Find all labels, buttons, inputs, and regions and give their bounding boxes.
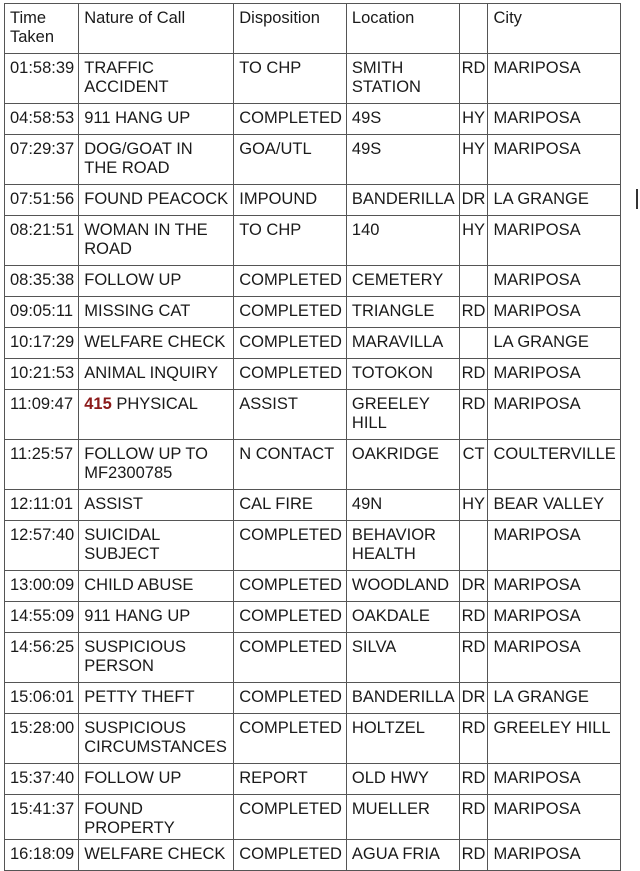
- call-log-table: [4, 3, 621, 871]
- cell-nature: FOUND PROPERTY: [79, 795, 234, 840]
- cell-location: 49N: [346, 490, 459, 521]
- cell-suffix: RD: [459, 714, 488, 764]
- cell-disposition: COMPLETED: [234, 266, 347, 297]
- cell-nature: ASSIST: [79, 490, 234, 521]
- cell-disposition: COMPLETED: [234, 359, 347, 390]
- cell-time: 12:57:40: [5, 521, 79, 571]
- cell-location: HOLTZEL: [346, 714, 459, 764]
- cell-time: 09:05:11: [5, 297, 79, 328]
- table-row: [5, 297, 621, 328]
- cell-time: 08:21:51: [5, 216, 79, 266]
- cell-nature: [79, 390, 234, 440]
- cell-location: MUELLER: [346, 795, 459, 840]
- table-row: [5, 216, 621, 266]
- cell-city: MARIPOSA: [488, 216, 620, 266]
- cell-location: OAKRIDGE: [346, 440, 459, 490]
- cell-disposition: REPORT: [234, 764, 347, 795]
- cell-time: 14:56:25: [5, 633, 79, 683]
- cell-time: 15:06:01: [5, 683, 79, 714]
- cell-nature: WELFARE CHECK: [79, 840, 234, 871]
- cell-suffix: RD: [459, 54, 488, 104]
- table-row: [5, 571, 621, 602]
- cell-time: 01:58:39: [5, 54, 79, 104]
- cell-time: 10:17:29: [5, 328, 79, 359]
- cell-location: WOODLAND: [346, 571, 459, 602]
- cell-disposition: IMPOUND: [234, 185, 347, 216]
- cell-city: MARIPOSA: [488, 266, 620, 297]
- cell-suffix: RD: [459, 840, 488, 871]
- cell-city: MARIPOSA: [488, 602, 620, 633]
- header-location: Location: [346, 4, 459, 54]
- cell-city: MARIPOSA: [488, 135, 620, 185]
- cell-city: MARIPOSA: [488, 764, 620, 795]
- cell-disposition: TO CHP: [234, 216, 347, 266]
- cell-suffix: HY: [459, 104, 488, 135]
- cell-time: 11:09:47: [5, 390, 79, 440]
- cell-nature: SUSPICIOUS CIRCUMSTANCES: [79, 714, 234, 764]
- cell-suffix: HY: [459, 490, 488, 521]
- cell-location: GREELEY HILL: [346, 390, 459, 440]
- table-row: [5, 328, 621, 359]
- cell-nature: TRAFFIC ACCIDENT: [79, 54, 234, 104]
- cell-location: 49S: [346, 135, 459, 185]
- cell-location: 49S: [346, 104, 459, 135]
- cell-location: CEMETERY: [346, 266, 459, 297]
- edge-mark: [636, 189, 638, 209]
- table-row: [5, 840, 621, 871]
- cell-disposition: COMPLETED: [234, 571, 347, 602]
- cell-time: 16:18:09: [5, 840, 79, 871]
- table-row: [5, 104, 621, 135]
- cell-suffix: RD: [459, 297, 488, 328]
- cell-suffix: CT: [459, 440, 488, 490]
- cell-time: 14:55:09: [5, 602, 79, 633]
- cell-location: TOTOKON: [346, 359, 459, 390]
- cell-city: GREELEY HILL: [488, 714, 620, 764]
- cell-time: 15:28:00: [5, 714, 79, 764]
- cell-time: 08:35:38: [5, 266, 79, 297]
- table-row: [5, 521, 621, 571]
- table-row: [5, 795, 621, 840]
- table-row: [5, 490, 621, 521]
- cell-disposition: COMPLETED: [234, 602, 347, 633]
- cell-city: COULTERVILLE: [488, 440, 620, 490]
- cell-location: BANDERILLA: [346, 683, 459, 714]
- table-row: [5, 390, 621, 440]
- cell-disposition: COMPLETED: [234, 297, 347, 328]
- cell-nature: 911 HANG UP: [79, 104, 234, 135]
- cell-city: MARIPOSA: [488, 571, 620, 602]
- cell-suffix: RD: [459, 359, 488, 390]
- header-suffix: [459, 4, 488, 54]
- nature-text: PHYSICAL: [116, 395, 198, 413]
- table-row: [5, 440, 621, 490]
- cell-time: 07:51:56: [5, 185, 79, 216]
- cell-city: LA GRANGE: [488, 185, 620, 216]
- cell-suffix: [459, 266, 488, 297]
- cell-suffix: [459, 328, 488, 359]
- cell-location: MARAVILLA: [346, 328, 459, 359]
- cell-nature: 911 HANG UP: [79, 602, 234, 633]
- cell-nature: SUSPICIOUS PERSON: [79, 633, 234, 683]
- cell-location: OAKDALE: [346, 602, 459, 633]
- cell-location: BANDERILLA: [346, 185, 459, 216]
- header-city: City: [488, 4, 620, 54]
- cell-nature: FOLLOW UP: [79, 764, 234, 795]
- header-nature: Nature of Call: [79, 4, 234, 54]
- table-row: [5, 135, 621, 185]
- cell-city: MARIPOSA: [488, 104, 620, 135]
- cell-suffix: RD: [459, 764, 488, 795]
- cell-location: AGUA FRIA: [346, 840, 459, 871]
- cell-disposition: COMPLETED: [234, 633, 347, 683]
- cell-disposition: N CONTACT: [234, 440, 347, 490]
- cell-time: 11:25:57: [5, 440, 79, 490]
- cell-disposition: CAL FIRE: [234, 490, 347, 521]
- cell-city: MARIPOSA: [488, 390, 620, 440]
- cell-nature: SUICIDAL SUBJECT: [79, 521, 234, 571]
- nature-code: 415: [84, 395, 112, 413]
- cell-city: MARIPOSA: [488, 795, 620, 840]
- cell-location: OLD HWY: [346, 764, 459, 795]
- cell-suffix: DR: [459, 185, 488, 216]
- cell-disposition: COMPLETED: [234, 521, 347, 571]
- cell-location: SMITH STATION: [346, 54, 459, 104]
- header-row: [5, 4, 621, 54]
- cell-location: TRIANGLE: [346, 297, 459, 328]
- cell-nature: MISSING CAT: [79, 297, 234, 328]
- cell-location: BEHAVIOR HEALTH: [346, 521, 459, 571]
- cell-disposition: COMPLETED: [234, 328, 347, 359]
- table-row: [5, 359, 621, 390]
- cell-disposition: COMPLETED: [234, 840, 347, 871]
- cell-suffix: RD: [459, 795, 488, 840]
- cell-city: MARIPOSA: [488, 359, 620, 390]
- cell-suffix: RD: [459, 390, 488, 440]
- cell-disposition: COMPLETED: [234, 104, 347, 135]
- cell-city: LA GRANGE: [488, 683, 620, 714]
- cell-location: 140: [346, 216, 459, 266]
- cell-nature: FOLLOW UP: [79, 266, 234, 297]
- cell-nature: WELFARE CHECK: [79, 328, 234, 359]
- cell-suffix: RD: [459, 602, 488, 633]
- cell-disposition: GOA/UTL: [234, 135, 347, 185]
- cell-disposition: COMPLETED: [234, 795, 347, 840]
- cell-city: MARIPOSA: [488, 297, 620, 328]
- cell-nature: CHILD ABUSE: [79, 571, 234, 602]
- table-row: [5, 714, 621, 764]
- cell-nature: DOG/GOAT IN THE ROAD: [79, 135, 234, 185]
- cell-disposition: TO CHP: [234, 54, 347, 104]
- cell-city: MARIPOSA: [488, 840, 620, 871]
- cell-city: BEAR VALLEY: [488, 490, 620, 521]
- table-row: [5, 633, 621, 683]
- table-row: [5, 683, 621, 714]
- cell-location: SILVA: [346, 633, 459, 683]
- cell-nature: FOLLOW UP TO MF2300785: [79, 440, 234, 490]
- cell-suffix: DR: [459, 683, 488, 714]
- cell-time: 15:37:40: [5, 764, 79, 795]
- cell-nature: PETTY THEFT: [79, 683, 234, 714]
- cell-disposition: COMPLETED: [234, 683, 347, 714]
- cell-time: 12:11:01: [5, 490, 79, 521]
- cell-disposition: COMPLETED: [234, 714, 347, 764]
- table-row: [5, 185, 621, 216]
- cell-time: 10:21:53: [5, 359, 79, 390]
- cell-city: MARIPOSA: [488, 633, 620, 683]
- cell-nature: WOMAN IN THE ROAD: [79, 216, 234, 266]
- cell-suffix: HY: [459, 216, 488, 266]
- cell-city: LA GRANGE: [488, 328, 620, 359]
- call-log-body: [5, 4, 621, 871]
- cell-nature: FOUND PEACOCK: [79, 185, 234, 216]
- header-disposition: Disposition: [234, 4, 347, 54]
- cell-suffix: DR: [459, 571, 488, 602]
- cell-disposition: ASSIST: [234, 390, 347, 440]
- header-time: Time Taken: [5, 4, 79, 54]
- cell-city: MARIPOSA: [488, 54, 620, 104]
- cell-time: 04:58:53: [5, 104, 79, 135]
- table-row: [5, 266, 621, 297]
- cell-suffix: [459, 521, 488, 571]
- cell-suffix: RD: [459, 633, 488, 683]
- cell-time: 15:41:37: [5, 795, 79, 840]
- cell-suffix: HY: [459, 135, 488, 185]
- table-row: [5, 602, 621, 633]
- table-row: [5, 54, 621, 104]
- cell-time: 07:29:37: [5, 135, 79, 185]
- cell-time: 13:00:09: [5, 571, 79, 602]
- cell-city: MARIPOSA: [488, 521, 620, 571]
- table-row: [5, 764, 621, 795]
- cell-nature: ANIMAL INQUIRY: [79, 359, 234, 390]
